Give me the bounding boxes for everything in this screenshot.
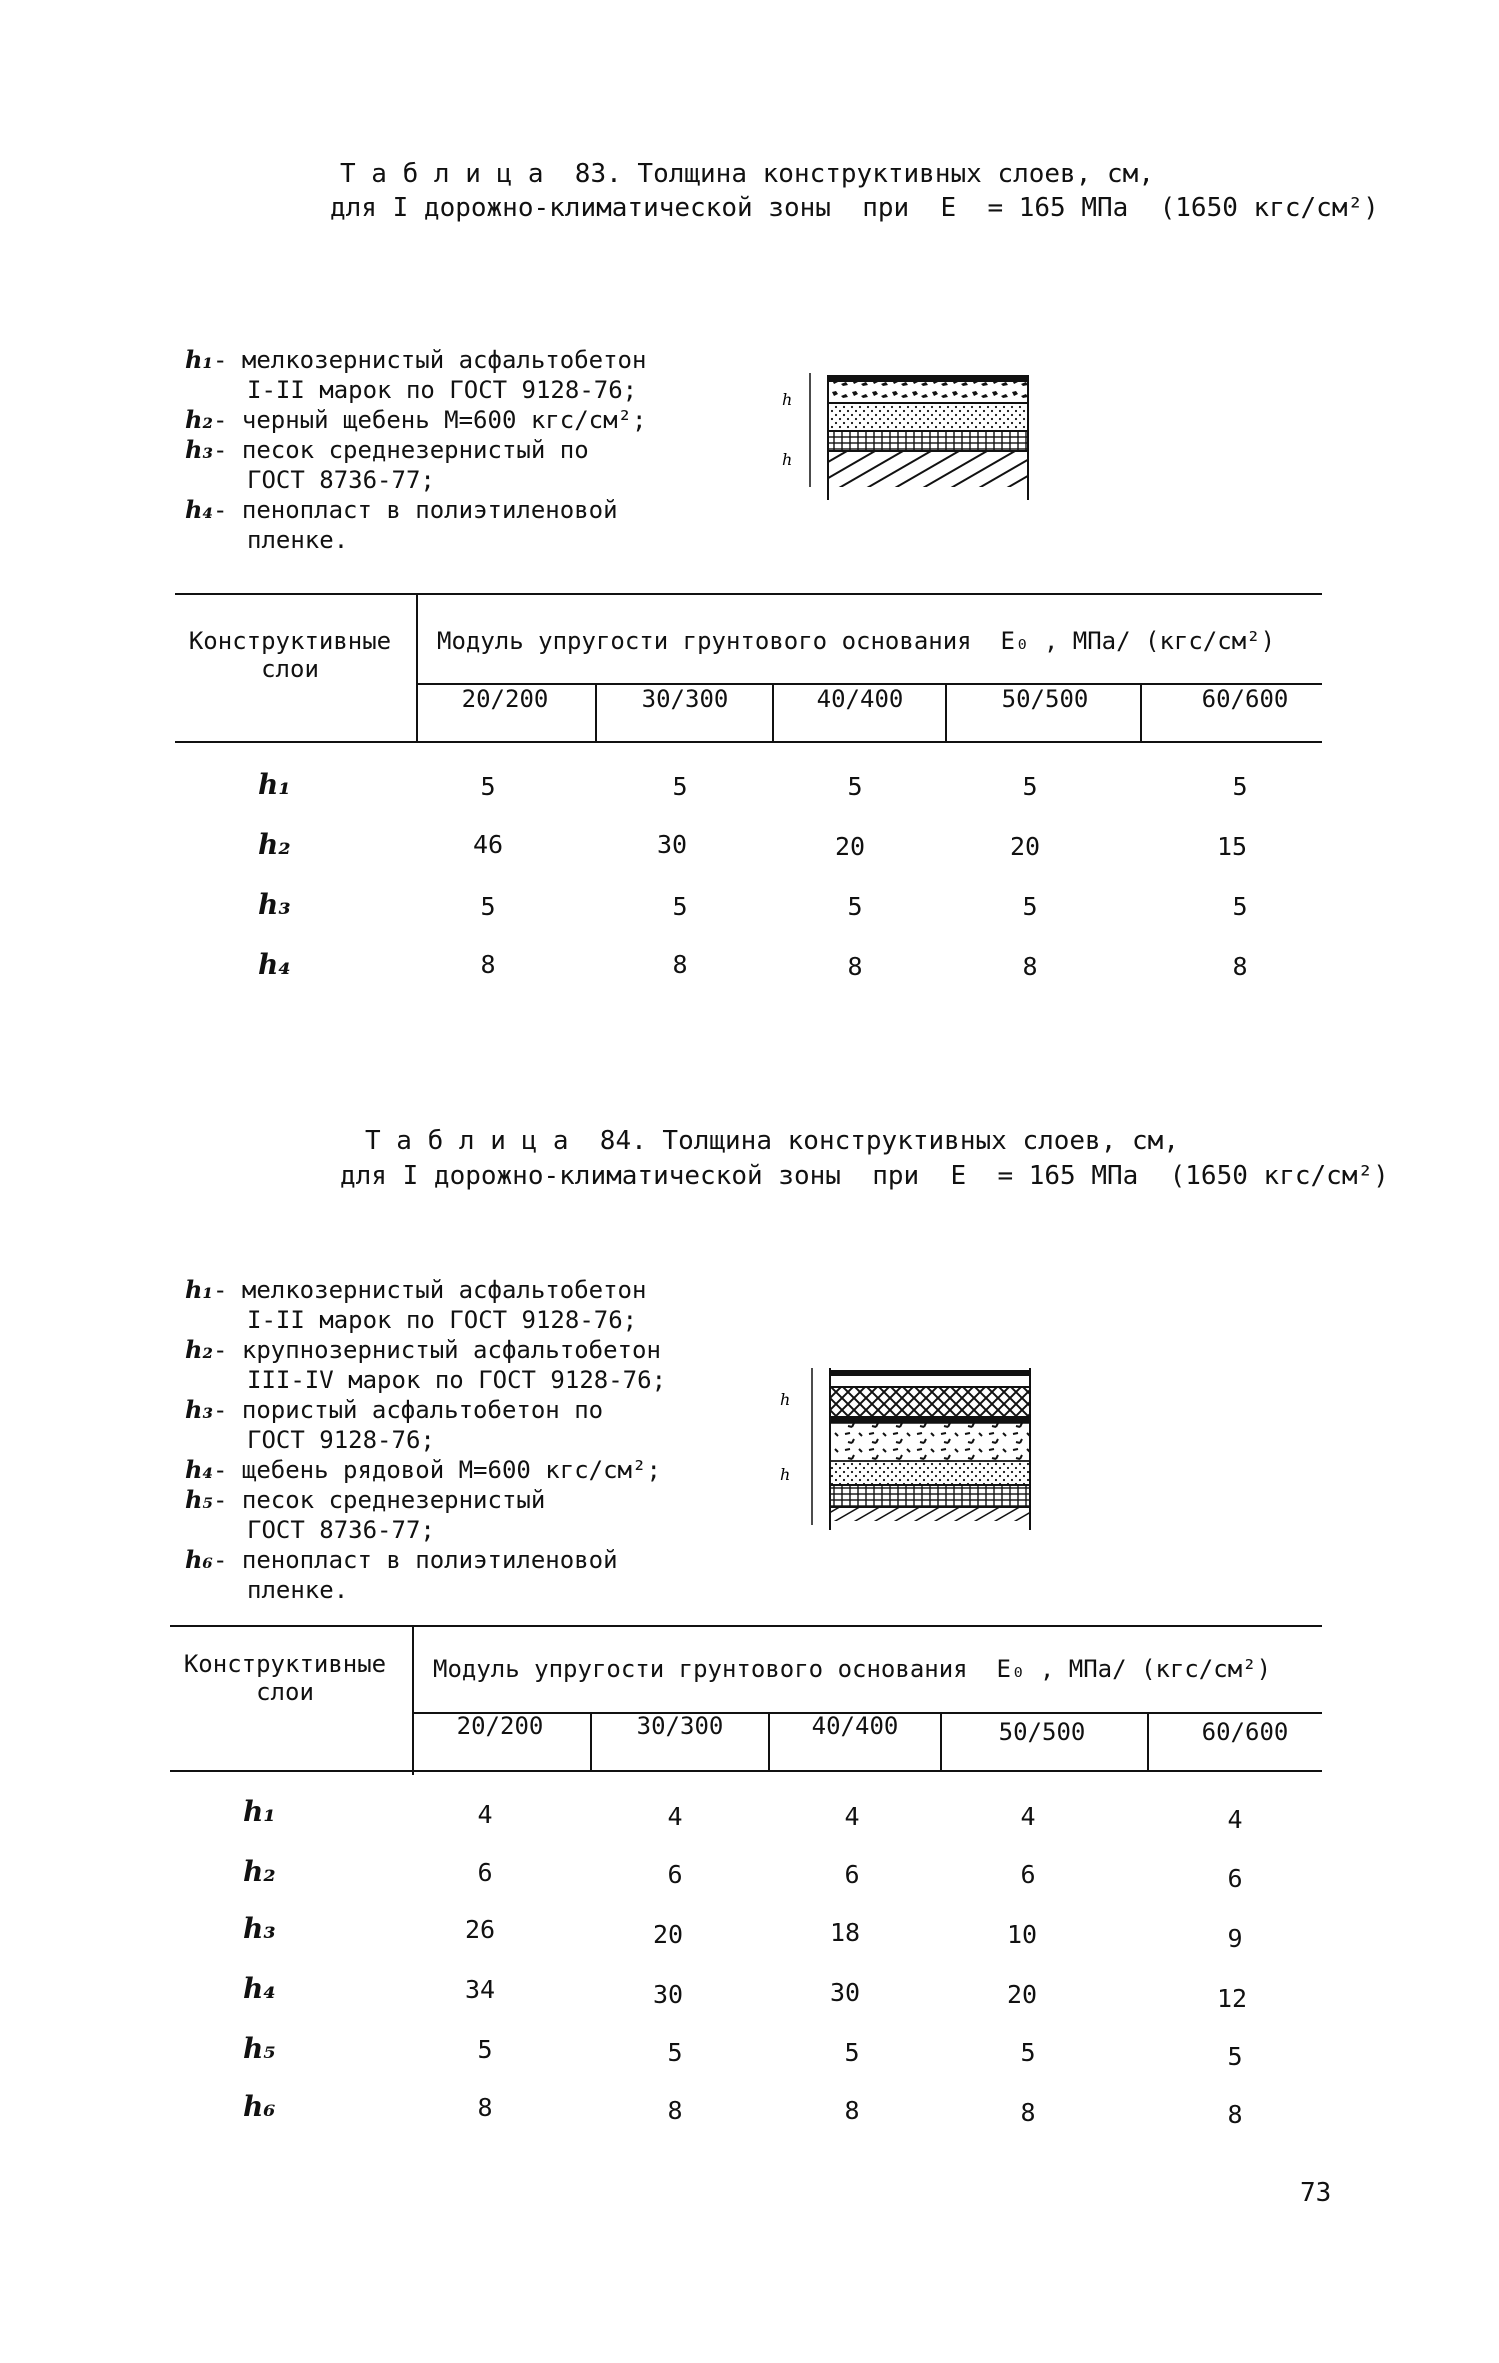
table-cell: 5: [844, 2038, 860, 2067]
table-cell: 6: [667, 1860, 683, 1889]
col-divider: [595, 683, 597, 741]
legend-symbol: h₂: [185, 405, 213, 434]
legend-line: [185, 435, 646, 465]
legend-symbol: h₁: [185, 345, 213, 374]
row-label: h₄: [243, 1972, 276, 2005]
legend-text: - черный щебень М=600 кгс/см²;: [212, 406, 647, 434]
table-cell: 5: [1227, 2042, 1243, 2071]
col-divider: [945, 683, 947, 741]
table-cell: 5: [480, 772, 496, 801]
table-cell: 15: [1216, 832, 1248, 861]
table-84-header-right: Модуль упругости грунтового основания E₀ , МПа/ (кгс/см²): [433, 1655, 1272, 1683]
header-left-line2: слои: [261, 655, 319, 683]
svg-text:h: h: [782, 390, 793, 409]
legend-symbol: h₁: [185, 1275, 213, 1304]
table-cell: 8: [1022, 952, 1038, 981]
legend-text: ГОСТ 8736-77;: [247, 466, 435, 494]
table-cell: 5: [847, 892, 863, 921]
table-cell: 4: [844, 1802, 860, 1831]
legend-line: [185, 375, 646, 405]
table-84-top-rule: [170, 1625, 1322, 1627]
legend-line: [185, 1425, 666, 1455]
legend-line: [185, 465, 646, 495]
svg-text:h: h: [782, 450, 793, 469]
header-left-line1: Конструктивные: [183, 1650, 387, 1678]
table-cell: 8: [667, 2096, 683, 2125]
legend-text: - пористый асфальтобетон по: [212, 1396, 604, 1424]
legend-line: [185, 405, 646, 435]
table-cell: 5: [477, 2035, 493, 2064]
table-cell: 5: [1232, 892, 1248, 921]
table-cell: 9: [1227, 1924, 1243, 1953]
row-label: h₁: [243, 1795, 276, 1828]
legend-text: - крупнозернистый асфальтобетон: [212, 1336, 661, 1364]
table-84-legend: [185, 1275, 666, 1605]
table-cell: 5: [1232, 772, 1248, 801]
table-83-divider: [416, 593, 418, 743]
row-label: h₂: [258, 828, 291, 861]
column-header: 60/600: [1201, 1718, 1289, 1746]
table-cell: 20: [652, 1920, 684, 1949]
table-cell: 5: [1022, 892, 1038, 921]
table-83-top-rule: [175, 593, 1322, 595]
legend-symbol: h₆: [185, 1545, 213, 1574]
page-number: 73: [1300, 2178, 1332, 2208]
legend-text: пленке.: [247, 1576, 349, 1604]
legend-line: [185, 345, 646, 375]
legend-symbol: h₃: [185, 1395, 213, 1424]
table-83-legend: [185, 345, 646, 555]
row-label: h₁: [258, 768, 291, 801]
pavement-section-diagram-84: [770, 1350, 1090, 1550]
legend-symbol: h₂: [185, 1335, 213, 1364]
table-84-header-left: [170, 1650, 400, 1706]
legend-symbol: h₃: [185, 435, 213, 464]
table-84-caption-line1: Т а б л и ц а 84. Толщина конструктивных слоев, см,: [365, 1126, 1179, 1156]
header-left-line2: слои: [256, 1678, 314, 1706]
table-cell: 4: [477, 1800, 493, 1829]
legend-text: ГОСТ 8736-77;: [247, 1516, 435, 1544]
col-divider: [590, 1712, 592, 1770]
legend-line: [185, 1305, 666, 1335]
table-83-header-bottom-rule: [175, 741, 1322, 743]
legend-line: [185, 525, 646, 555]
table-cell: 4: [1227, 1805, 1243, 1834]
col-divider: [1140, 683, 1142, 741]
legend-line: [185, 1545, 666, 1575]
table-cell: 18: [829, 1918, 861, 1947]
legend-text: - мелкозернистый асфальтобетон: [212, 346, 647, 374]
table-cell: 5: [480, 892, 496, 921]
legend-line: [185, 1575, 666, 1605]
legend-text: - щебень рядовой М=600 кгс/см²;: [212, 1456, 661, 1484]
legend-line: [185, 1515, 666, 1545]
table-84-caption-line2: для I дорожно-климатической зоны при E = 165 МПа (1650 кгс/см²): [340, 1161, 1389, 1191]
column-header: 20/200: [461, 685, 549, 713]
column-header: 40/400: [811, 1712, 899, 1740]
table-cell: 5: [667, 2038, 683, 2067]
table-cell: 8: [1020, 2098, 1036, 2127]
legend-text: III-IV марок по ГОСТ 9128-76;: [247, 1366, 667, 1394]
legend-text: I-II марок по ГОСТ 9128-76;: [247, 376, 638, 404]
table-cell: 8: [1232, 952, 1248, 981]
table-cell: 5: [1020, 2038, 1036, 2067]
table-cell: 6: [1020, 1860, 1036, 1889]
legend-symbol: h₅: [185, 1485, 213, 1514]
table-83-header-left: [175, 627, 405, 683]
table-cell: 4: [667, 1802, 683, 1831]
row-label: h₆: [243, 2090, 276, 2123]
svg-text:h: h: [780, 1465, 791, 1484]
row-label: h₄: [258, 948, 291, 981]
table-cell: 20: [1009, 832, 1041, 861]
table-cell: 30: [652, 1980, 684, 2009]
header-left-line1: Конструктивные: [188, 627, 392, 655]
table-cell: 4: [1020, 1802, 1036, 1831]
table-cell: 8: [1227, 2100, 1243, 2129]
legend-line: [185, 1335, 666, 1365]
column-header: 60/600: [1201, 685, 1289, 713]
table-cell: 6: [844, 1860, 860, 1889]
legend-line: [185, 1395, 666, 1425]
table-cell: 8: [480, 950, 496, 979]
table-cell: 12: [1216, 1984, 1248, 2013]
table-cell: 5: [672, 892, 688, 921]
legend-line: [185, 1365, 666, 1395]
table-cell: 30: [829, 1978, 861, 2007]
table-cell: 30: [656, 830, 688, 859]
table-84-divider: [412, 1625, 414, 1775]
row-label: h₅: [243, 2032, 276, 2065]
column-header: 40/400: [816, 685, 904, 713]
column-header: 30/300: [636, 1712, 724, 1740]
table-cell: 20: [1006, 1980, 1038, 2009]
svg-text:h: h: [780, 1390, 791, 1409]
table-cell: 10: [1006, 1920, 1038, 1949]
table-cell: 8: [844, 2096, 860, 2125]
col-divider: [768, 1712, 770, 1770]
legend-text: - пенопласт в полиэтиленовой: [212, 496, 618, 524]
table-cell: 5: [672, 772, 688, 801]
col-divider: [772, 683, 774, 741]
table-cell: 5: [847, 772, 863, 801]
table-cell: 8: [672, 950, 688, 979]
legend-symbol: h₄: [185, 495, 213, 524]
pavement-section-diagram-83: [770, 365, 1070, 520]
legend-line: [185, 495, 646, 525]
column-header: 50/500: [998, 1718, 1086, 1746]
table-83-caption-line2: для I дорожно-климатической зоны при E = 165 МПа (1650 кгс/см²): [330, 193, 1379, 223]
legend-text: I-II марок по ГОСТ 9128-76;: [247, 1306, 638, 1334]
table-cell: 20: [834, 832, 866, 861]
legend-text: - мелкозернистый асфальтобетон: [212, 1276, 647, 1304]
table-cell: 26: [464, 1915, 496, 1944]
table-cell: 5: [1022, 772, 1038, 801]
column-header: 50/500: [1001, 685, 1089, 713]
table-cell: 6: [1227, 1864, 1243, 1893]
legend-text: - пенопласт в полиэтиленовой: [212, 1546, 618, 1574]
row-label: h₃: [258, 888, 291, 921]
col-divider: [940, 1712, 942, 1770]
column-header: 20/200: [456, 1712, 544, 1740]
table-cell: 34: [464, 1975, 496, 2004]
table-84-header-bottom-rule: [170, 1770, 1322, 1772]
table-83-header-right: Модуль упругости грунтового основания E₀ , МПа/ (кгс/см²): [437, 627, 1276, 655]
legend-text: пленке.: [247, 526, 349, 554]
table-cell: 8: [477, 2093, 493, 2122]
legend-line: [185, 1275, 666, 1305]
table-cell: 8: [847, 952, 863, 981]
row-label: h₃: [243, 1912, 276, 1945]
legend-text: ГОСТ 9128-76;: [247, 1426, 435, 1454]
legend-text: - песок среднезернистый: [212, 1486, 546, 1514]
table-cell: 6: [477, 1858, 493, 1887]
table-83-caption-line1: Т а б л и ц а 83. Толщина конструктивных слоев, см,: [340, 159, 1154, 189]
column-header: 30/300: [641, 685, 729, 713]
table-cell: 46: [472, 830, 504, 859]
legend-line: [185, 1485, 666, 1515]
legend-symbol: h₄: [185, 1455, 213, 1484]
row-label: h₂: [243, 1855, 276, 1888]
legend-line: [185, 1455, 666, 1485]
col-divider: [1147, 1712, 1149, 1770]
legend-text: - песок среднезернистый по: [212, 436, 589, 464]
